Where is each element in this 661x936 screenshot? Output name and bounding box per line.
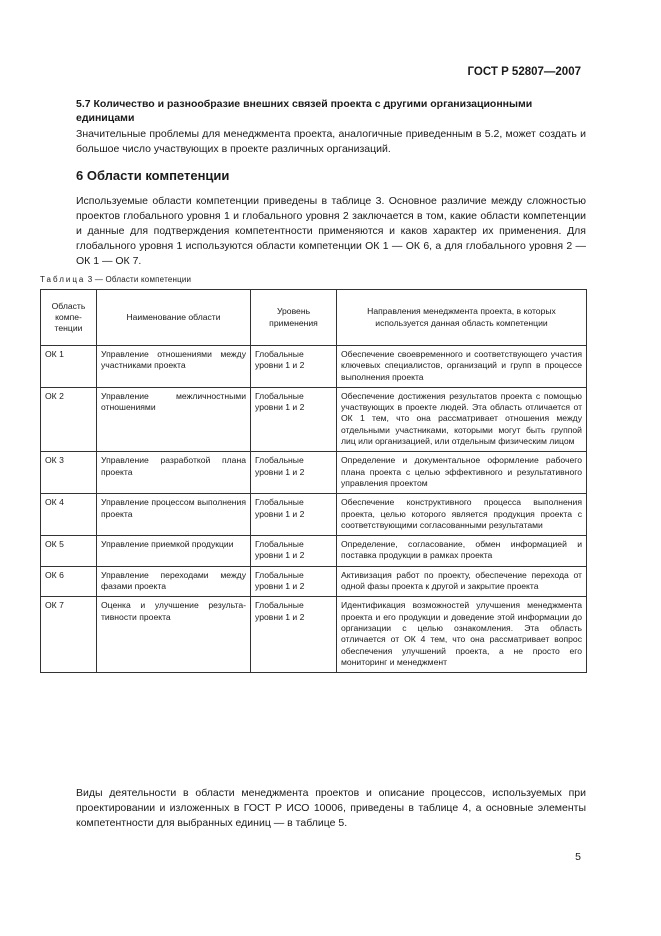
directions-cell: Определение и документальное оформление рабочего плана проекта с целью эффективного и результативного управления проектом [337, 452, 587, 494]
area-name-cell: Управление межличностными отношениями [97, 387, 251, 451]
area-name-cell: Управление разработкой плана проекта [97, 452, 251, 494]
table-header-row [41, 290, 587, 346]
table-caption-title: 3 — Области компетенции [85, 275, 192, 284]
area-name-cell: Управление процессом выполнения проекта [97, 494, 251, 536]
directions-cell: Обеспечение своевременного и соответствующего участия ключевых специалистов, организаций и групп в процессе выполнения проекта [337, 346, 587, 388]
header-directions: Направления менеджмента проекта, в которых используется данная область компетенции [337, 290, 587, 346]
area-name-cell: Управление отношениями между участниками проекта [97, 346, 251, 388]
table-row [41, 536, 587, 567]
level-cell: Глобальные уровни 1 и 2 [251, 597, 337, 673]
directions-cell: Идентификация возможностей улучшения менеджмента проекта и его продукции и доведение этой информации до организации с целью ознакомления. Эта область отличается от ОК 4 тем, что она рассматривает вопрос обеспечения улучшений проекта, а не просто его мониторинг и менеджмент [337, 597, 587, 673]
table-caption-prefix: Таблица [40, 275, 86, 284]
table-caption [40, 275, 191, 284]
area-name-cell: Оценка и улучшение результативности проекта [97, 597, 251, 673]
header-level: Уровень применения [251, 290, 337, 346]
section-6-text: Используемые области компетенции приведены в таблице 3. Основное различие между сложностью проектов глобального уровня 1 и глобального уровня 2 заключается в том, какие области компетенции и данные для подтверждения компетентности применяются и каков характер их применения. Для глобального уровня 1 используются области компетенции ОК 1 — ОК 6, а для глобального уровня 2 — ОК 1 — ОК 7. [76, 195, 586, 267]
area-code-cell: ОК 6 [41, 566, 97, 597]
header-area-name: Наименование области [97, 290, 251, 346]
area-code-cell: ОК 5 [41, 536, 97, 567]
area-name-cell: Управление переходами между фазами проекта [97, 566, 251, 597]
area-code-cell: ОК 1 [41, 346, 97, 388]
area-code-cell: ОК 7 [41, 597, 97, 673]
directions-cell: Обеспечение конструктивного процесса выполнения проекта, целью которого является продукция проекта с соответствующими согласованными результатами [337, 494, 587, 536]
table-row [41, 452, 587, 494]
area-name-cell: Управление приемкой продукции [97, 536, 251, 567]
page-number: 5 [575, 851, 581, 863]
table-row [41, 566, 587, 597]
directions-cell: Обеспечение достижения результатов проекта с помощью участвующих в проекте людей. Эта область отличается от ОК 1 тем, что она рассматривает отношения между отдельными участниками, которыми могут быть группой лиц или организацией, или отдельным физическим лицом [337, 387, 587, 451]
level-cell: Глобальные уровни 1 и 2 [251, 536, 337, 567]
area-code-cell: ОК 3 [41, 452, 97, 494]
area-code-cell: ОК 2 [41, 387, 97, 451]
level-cell: Глобальные уровни 1 и 2 [251, 566, 337, 597]
directions-cell: Определение, согласование, обмен информацией и поставка продукции в рамках проекта [337, 536, 587, 567]
closing-paragraph: Виды деятельности в области менеджмента проектов и описание процессов, используемых при проектировании и изложенных в ГОСТ Р ИСО 10006, приведены в таблице 4, а основные элементы компетентности для выбранных единиц — в таблице 5. [76, 787, 586, 829]
section-5-7-text: Значительные проблемы для менеджмента проекта, аналогичные приведенным в 5.2, может создать и большое число участвующих в проекте различных организаций. [76, 128, 586, 155]
document-standard-number: ГОСТ Р 52807—2007 [467, 66, 581, 78]
table-row [41, 494, 587, 536]
table-row [41, 597, 587, 673]
level-cell: Глобальные уровни 1 и 2 [251, 452, 337, 494]
table-row [41, 387, 587, 451]
header-area-code: Область компетенции [41, 290, 97, 346]
area-code-cell: ОК 4 [41, 494, 97, 536]
level-cell: Глобальные уровни 1 и 2 [251, 387, 337, 451]
directions-cell: Активизация работ по проекту, обеспечение перехода от одной фазы проекта к другой и закрытие проекта [337, 566, 587, 597]
section-6-heading: 6 Области компетенции [76, 168, 230, 183]
level-cell: Глобальные уровни 1 и 2 [251, 346, 337, 388]
section-5-7-heading: 5.7 Количество и разнообразие внешних связей проекта с другими организационными единицами [76, 98, 533, 124]
competence-areas-table [40, 289, 587, 673]
table-row [41, 346, 587, 388]
level-cell: Глобальные уровни 1 и 2 [251, 494, 337, 536]
